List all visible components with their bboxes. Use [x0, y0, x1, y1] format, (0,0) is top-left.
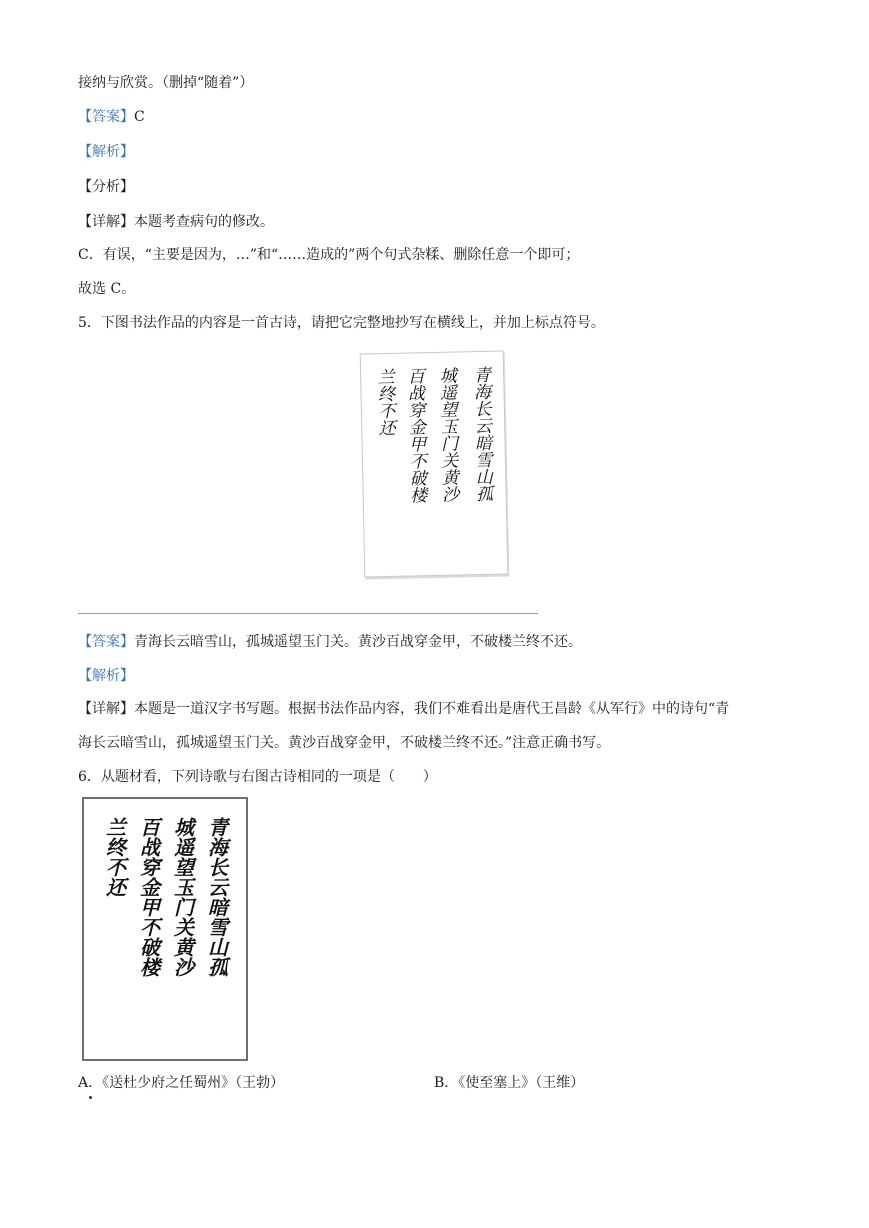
answer-tag: 【答案】 — [78, 109, 134, 125]
calligraphy-text: 百战穿金甲不破楼 — [136, 817, 161, 977]
calligraphy-column-4 — [100, 817, 128, 897]
calligraphy-column-1 — [467, 366, 494, 502]
answer-tag: 【答案】 — [78, 634, 134, 650]
calligraphy-text: 青海长云暗雪山孤 — [469, 365, 493, 503]
detail-2-continued: 海长云暗雪山，孤城遥望玉门关。黄沙百战穿金甲，不破楼兰终不还。”注意正确书写。 — [78, 735, 611, 751]
option-a: A．《送杜少府之任蜀州》（王勃） — [78, 1075, 285, 1091]
calligraphy-column-2 — [168, 817, 196, 977]
detail-2 — [78, 699, 729, 719]
calligraphy-text: 兰终不还 — [373, 367, 395, 437]
detail-tag: 【详解】 — [78, 701, 134, 717]
calligraphy-text: 百战穿金甲不破楼 — [403, 367, 427, 504]
question-5: 5．下图书法作品的内容是一首古诗，请把它完整地抄写在横线上，并加上标点符号。 — [78, 315, 605, 331]
text-line-1: 接纳与欣赏。（删掉“随着”） — [78, 75, 254, 91]
detail-text: 本题考查病句的修改。 — [134, 214, 274, 230]
option-b: B．《使至塞上》（王维） — [434, 1075, 585, 1091]
fenxi-tag: 【分析】 — [78, 179, 134, 195]
calligraphy-text: 兰终不还 — [102, 817, 127, 897]
answer-value: C — [134, 109, 145, 125]
calligraphy-text: 青海长云暗雪山孤 — [204, 817, 229, 977]
detail-1 — [78, 212, 274, 232]
option-c-explanation: C．有误，“主要是因为，…”和“……造成的”两个句式杂糅、删除任意一个即可； — [78, 247, 580, 263]
calligraphy-image-1 — [360, 351, 509, 578]
answer-blank-line — [78, 613, 538, 614]
calligraphy-image-2 — [82, 797, 248, 1061]
calligraphy-text: 城遥望玉门关黄沙 — [170, 817, 195, 977]
answer-1 — [78, 107, 145, 127]
calligraphy-column-2 — [433, 366, 460, 502]
calligraphy-column-3 — [134, 817, 162, 977]
calligraphy-column-1 — [202, 817, 230, 977]
detail-tag: 【详解】 — [78, 214, 134, 230]
answer-text: 青海长云暗雪山，孤城遥望玉门关。黄沙百战穿金甲，不破楼兰终不还。 — [134, 634, 582, 650]
detail-text: 本题是一道汉字书写题。根据书法作品内容，我们不难看出是唐代王昌龄《从军行》中的诗句“青 — [134, 701, 730, 717]
conclusion-line: 故选 C。 — [78, 281, 136, 297]
calligraphy-text: 城遥望玉门关黄沙 — [435, 366, 459, 503]
calligraphy-column-4 — [371, 368, 397, 436]
analysis-tag-2: 【解析】 — [78, 668, 134, 684]
calligraphy-column-3 — [401, 367, 428, 503]
question-6: 6．从题材看，下列诗歌与右图古诗相同的一项是（ ） — [78, 769, 437, 785]
analysis-tag-1: 【解析】 — [78, 144, 134, 160]
answer-2 — [78, 632, 582, 652]
stray-dot — [89, 1096, 92, 1099]
